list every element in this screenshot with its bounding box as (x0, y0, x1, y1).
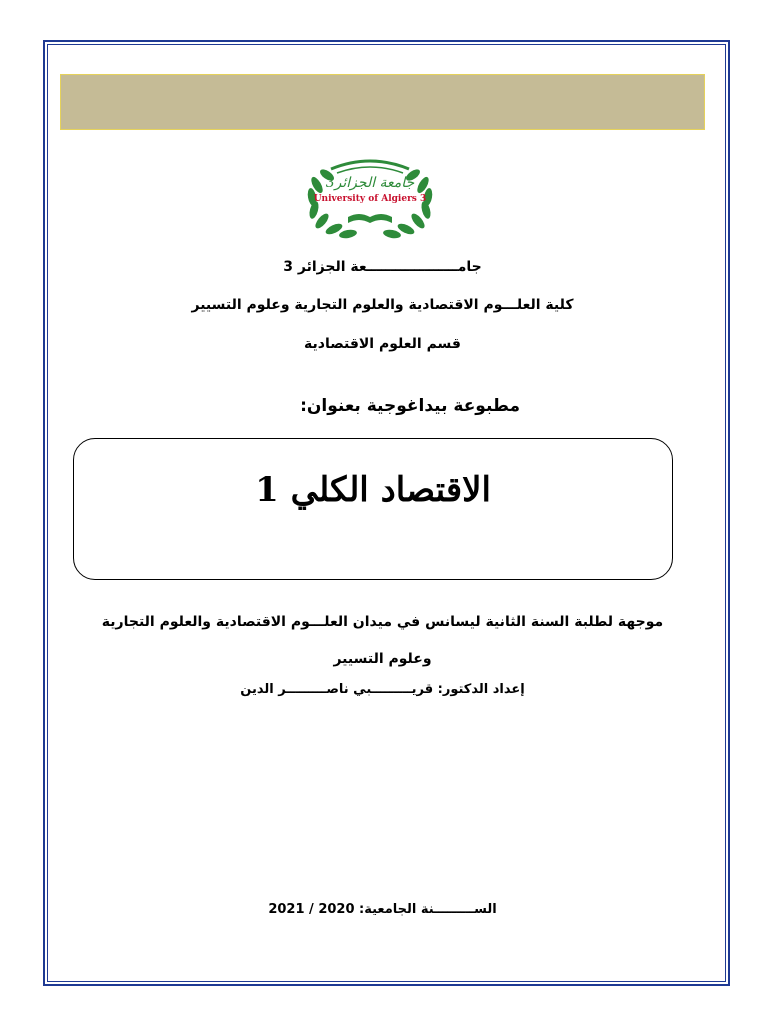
document-subtitle: مطبوعة بيداغوجية بعنوان: (300, 396, 520, 416)
department-name: قسم العلوم الاقتصادية (304, 336, 461, 352)
author-line: إعداد الدكتور: قريـــــــــبي ناصـــــــــر الدين (240, 682, 525, 697)
logo-latin-text: University of Algiers 3 (313, 194, 427, 204)
academic-year: الســـــــــنة الجامعية: 2020 / 2021 (268, 902, 497, 917)
logo-arabic-text: جامعة الجزائر3 (325, 175, 415, 191)
header-band (60, 74, 705, 130)
university-logo (303, 155, 437, 241)
audience-line-2: وعلوم التسيير (333, 651, 432, 667)
audience-line-1: موجهة لطلبة السنة الثانية ليسانس في ميدان العلـــوم الاقتصادية والعلوم التجارية (101, 614, 664, 630)
university-name: جامـــــــــــــــــــعة الجزائر 3 (283, 259, 482, 275)
document-title: الاقتصاد الكلي 1 (255, 470, 491, 510)
faculty-name: كلية العلـــوم الاقتصادية والعلوم التجارية وعلوم التسيير (191, 297, 574, 313)
